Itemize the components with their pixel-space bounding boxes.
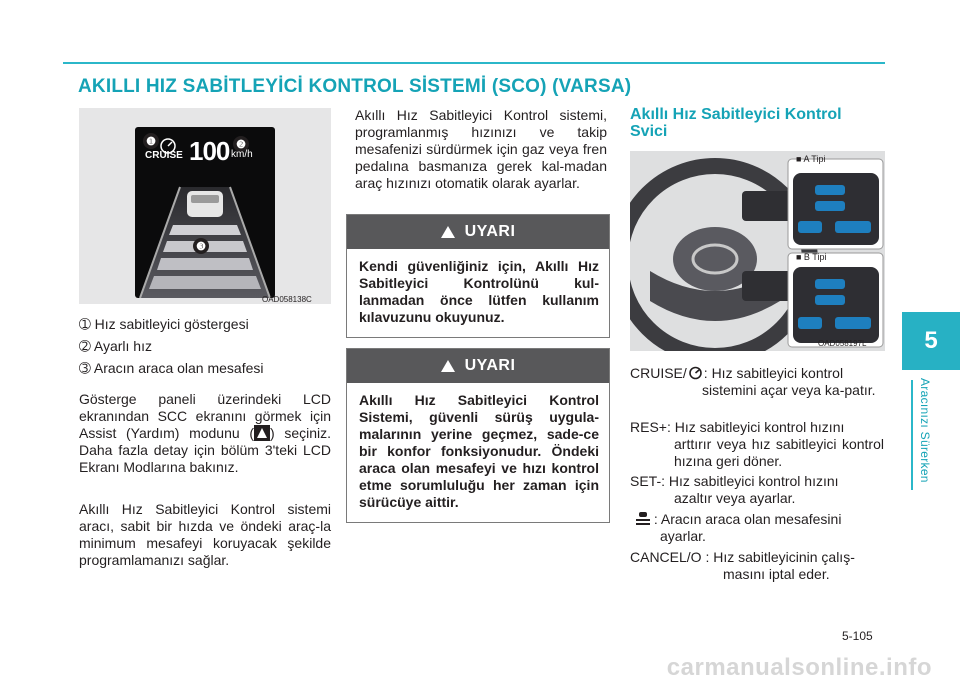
steering-wheel-figure — [630, 151, 885, 351]
distance-bar — [149, 276, 261, 289]
type-a-label: ■ A Tipi — [796, 154, 826, 164]
page-title: AKILLI HIZ SABİTLEYİCİ KONTROL SİSTEMİ (SCO) (VARSA) — [78, 76, 632, 97]
marker-1: ❶ — [143, 133, 159, 149]
type-b-label: ■ B Tipi — [796, 252, 827, 262]
chapter-tab: 5 — [902, 312, 960, 370]
speed-unit: km/h — [231, 149, 253, 160]
set-button — [815, 201, 845, 211]
legend-list — [79, 316, 331, 382]
warning-header: UYARI — [347, 349, 609, 383]
header-rule — [63, 62, 885, 64]
marker-2: ❷ — [233, 136, 249, 152]
distance-button — [798, 221, 822, 233]
set-speed-value: 100 — [189, 136, 230, 166]
figure-caption: OAD058138C — [262, 295, 312, 304]
distance-bar — [169, 225, 241, 235]
chapter-title: Aracınızı Sürerken — [918, 378, 932, 483]
warning-text: Kendi güvenliğiniz için, Akıllı Hız Sabitleyici Kontrolünü kul-lanmadan önce lütfen kullanım kılavuzunu okuyunuz. — [359, 258, 599, 325]
footer — [0, 652, 960, 685]
definition-cancel: CANCEL/O : Hız sabitleyicinin çalış- masını iptal eder. — [630, 549, 855, 582]
cancel-button — [835, 221, 871, 233]
definition-distance: : Aracın araca olan mesafesini ayarlar. — [630, 511, 884, 545]
watermark: carmanualsonline.info — [666, 654, 932, 681]
description-paragraph: Akıllı Hız Sabitleyici Kontrol sistemi, programlanmış hızınızı ve takip mesafenizi sürdürmek için gaz veya fren pedalına basmanıza gerek kal-madan araç hızınızı otomatik olarak ayarlar. — [355, 107, 607, 191]
definition-cruise: CRUISE/ : Hız sabitleyici kontrol sistemini açar veya ka-patır. — [630, 365, 876, 398]
cruise-label: CRUISE — [145, 150, 183, 161]
legend-item: ➀ Hız sabitleyici göstergesi — [79, 316, 249, 332]
definition-res: RES+: Hız sabitleyici kontrol hızını arttırır veya hız sabitleyici kontrol hızına geri döner. — [630, 419, 884, 469]
legend-item: ➂ Aracın araca olan mesafesi — [79, 360, 264, 376]
page-number: 5-105 — [842, 629, 873, 643]
chapter-rule — [911, 380, 913, 490]
legend-item: ➁ Ayarlı hız — [79, 338, 152, 354]
definition-set: SET-: Hız sabitleyici kontrol hızını azaltır veya ayarlar. — [630, 473, 839, 506]
steering-wheel-graphic — [630, 151, 885, 351]
assist-mode-icon — [254, 425, 270, 441]
instrument-cluster-figure — [79, 108, 331, 304]
res-button — [815, 185, 845, 195]
warning-box — [346, 348, 610, 523]
cruise-gauge-icon — [687, 366, 704, 380]
warning-box — [346, 214, 610, 338]
marker-3: ❸ — [193, 238, 209, 254]
figure-caption: OAD058197L — [818, 339, 867, 348]
intro-paragraph: Akıllı Hız Sabitleyici Kontrol sistemi aracı, sabit bir hızda ve öndeki araç-la minimum mesafeyi koruyacak şekilde programlamanızı sağlar. — [79, 501, 331, 568]
warning-icon — [441, 226, 455, 238]
distance-bar — [157, 258, 253, 270]
assist-mode-paragraph: Gösterge paneli üzerindeki LCD ekranından SCC ekranını görmek için Assist (Yardım) modunu ( ) seçiniz. Daha fazla detay için bölüm 3'teki LCD Ekranı Modlarına bakınız. — [79, 391, 332, 475]
distance-icon — [636, 512, 650, 526]
warning-text: Akıllı Hız Sabitleyici Kontrol Sistemi, güvenli sürüş uygula-malarının yerine geçmez, sade-ce bir konfor fonksiyonudur. Öndeki araca olan mesafeyi ve hızı kontrol etme sorumluluğu her zaman için sürücüye aittir. — [359, 392, 599, 510]
warning-icon — [441, 360, 455, 372]
warning-header: UYARI — [347, 215, 609, 249]
front-car-icon — [187, 191, 223, 217]
section-heading: Akıllı Hız Sabitleyici Kontrol Svici — [630, 106, 842, 140]
